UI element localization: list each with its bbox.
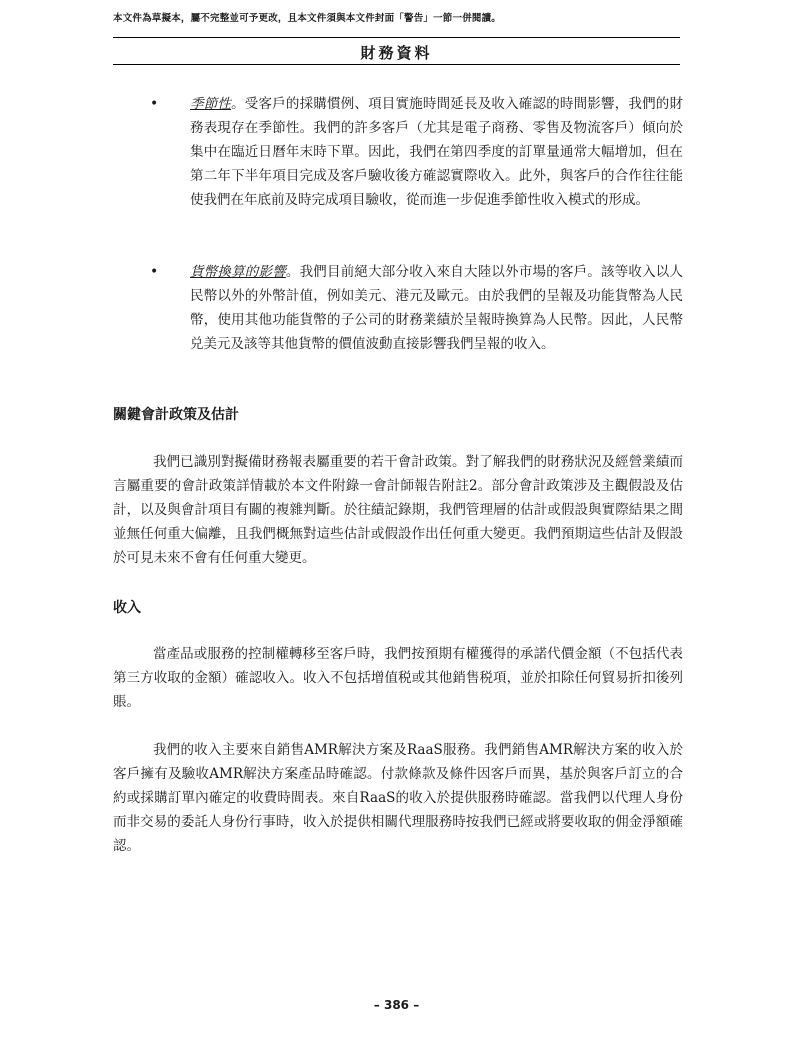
section-title: 財務資料 (360, 44, 433, 62)
paragraph: 我們已識別對擬備財務報表屬重要的若干會計政策。對了解我們的財務狀況及經營業績而言屬重要的會計政策詳情載於本文件附錄一會計師報告附註2。部分會計政策涉及主觀假設及估計，以及與會計項目有關的複雜判斷。於往績記錄期，我們管理層的估計或假設與實際結果之間並無任何重大偏離，且我們概無對這些估計或假設作出任何重大變更。我們預期這些估計及假設於可見未來不會有任何重大變更。 (113, 454, 683, 566)
section-heading: 收入 (113, 600, 141, 616)
bullet-marker: • (150, 264, 159, 280)
bullet-term: 貨幣換算的影響 (190, 264, 286, 280)
section-heading: 關鍵會計政策及估計 (113, 407, 239, 423)
bullet-text: 。受客戶的採購慣例、項目實施時間延長及收入確認的時間影響，我們的財務表現存在季節性。我們的許多客戶（尤其是電子商務、零售及物流客戶）傾向於集中在臨近日曆年末時下單。因此，我們在第四季度的訂單量通常大幅增加，但在第二年下半年項目完成及客戶驗收後方確認實際收入。此外，與客戶的合作往往能使我們在年底前及時完成項目驗收，從而進一步促進季節性收入模式的形成。 (190, 96, 684, 208)
bullet-marker: • (150, 96, 159, 112)
header-rule-top (113, 37, 680, 38)
bullet-text: 。我們目前絕大部分收入來自大陸以外市場的客戶。該等收入以人民幣以外的外幣計值，例如美元、港元及歐元。由於我們的呈報及功能貨幣為人民幣，使用其他功能貨幣的子公司的財務業績於呈報時換算為人民幣。因此，人民幣兑美元及該等其他貨幣的價值波動直接影響我們呈報的收入。 (190, 264, 684, 352)
page-number: – 386 – (373, 998, 420, 1012)
bullet-currency (190, 260, 683, 356)
bullet-seasonality (190, 92, 683, 212)
paragraph: 當產品或服務的控制權轉移至客戶時，我們按預期有權獲得的承諾代價金額（不包括代表第三方收取的金額）確認收入。收入不包括增值税或其他銷售税項，並於扣除任何貿易折扣後列賬。 (113, 646, 683, 710)
header-rule-bottom (113, 64, 680, 65)
bullet-term: 季節性 (190, 96, 232, 112)
draft-disclaimer: 本文件為草擬本，屬不完整並可予更改，且本文件須與本文件封面「警告」一節一併閱讀。 (113, 13, 502, 24)
paragraph: 我們的收入主要來自銷售AMR解決方案及RaaS服務。我們銷售AMR解決方案的收入於客戶擁有及驗收AMR解決方案產品時確認。付款條款及條件因客戶而異，基於與客戶訂立的合約或採購訂單內確定的收費時間表。來自RaaS的收入於提供服務時確認。當我們以代理人身份而非交易的委託人身份行事時，收入於提供相關代理服務時按我們已經或將要收取的佣金淨額確認。 (113, 742, 683, 854)
